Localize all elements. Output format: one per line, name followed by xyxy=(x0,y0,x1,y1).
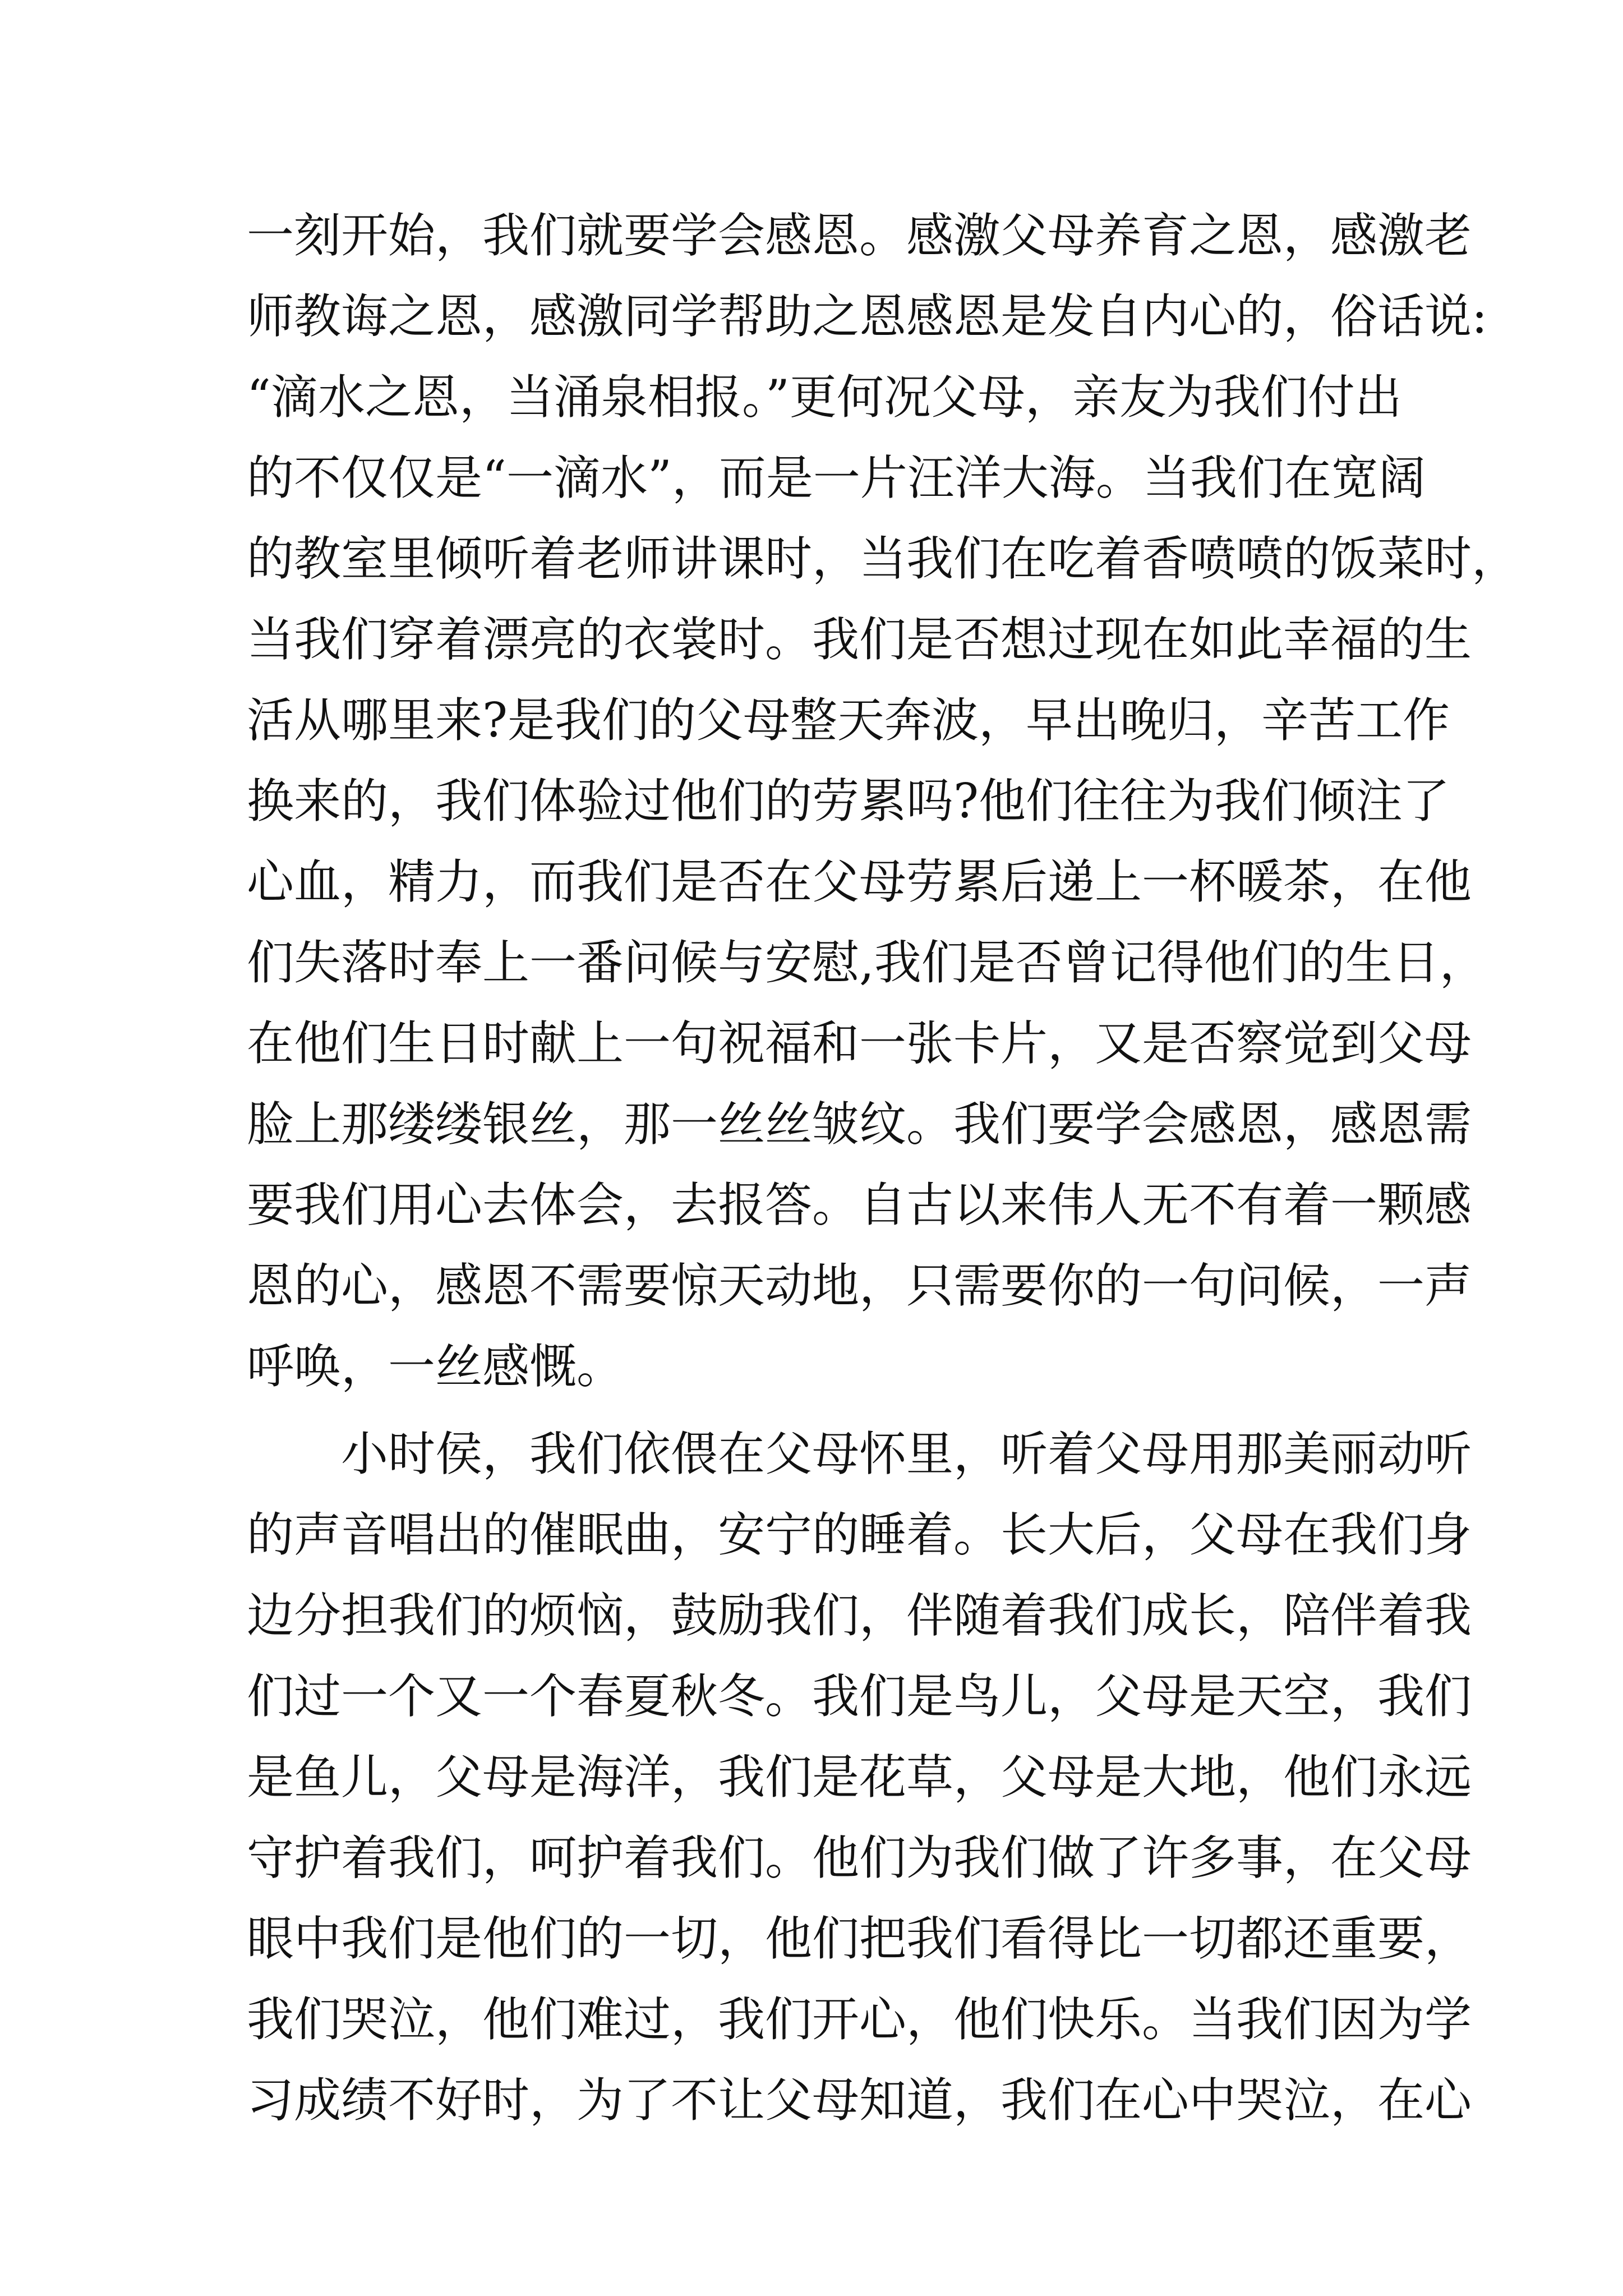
text-line: 脸上那缕缕银丝，那一丝丝皱纹。我们要学会感恩，感恩需 xyxy=(247,1097,1472,1152)
text-line: 的不仅仅是“一滴水”，而是一片汪洋大海。当我们在宽阔 xyxy=(247,450,1426,505)
text-line: 呼唤，一丝感慨。 xyxy=(247,1339,624,1394)
document-body xyxy=(247,195,1519,2141)
text-line: 心血，精力，而我们是否在父母劳累后递上一杯暖茶，在他 xyxy=(247,854,1472,909)
text-line: 的教室里倾听着老师讲课时，当我们在吃着香喷喷的饭菜时， xyxy=(247,531,1519,586)
text-line: 要我们用心去体会，去报答。自古以来伟人无不有着一颗感 xyxy=(247,1177,1472,1232)
text-line: 守护着我们，呵护着我们。他们为我们做了许多事，在父母 xyxy=(247,1830,1472,1885)
text-line: 我们哭泣，他们难过，我们开心，他们快乐。当我们因为学 xyxy=(247,1992,1472,2047)
text-line: 的声音唱出的催眠曲，安宁的睡着。长大后，父母在我们身 xyxy=(247,1507,1472,1562)
text-line: 换来的，我们体验过他们的劳累吗?他们往往为我们倾注了 xyxy=(247,774,1450,829)
paragraph-2 xyxy=(247,1414,1472,2141)
text-line: 一刻开始，我们就要学会感恩。感激父母养育之恩，感激老 xyxy=(247,208,1472,263)
text-line: 当我们穿着漂亮的衣裳时。我们是否想过现在如此幸福的生 xyxy=(247,612,1472,667)
text-line: 恩的心，感恩不需要惊天动地，只需要你的一句问候，一声 xyxy=(247,1258,1472,1313)
text-line: 活从哪里来?是我们的父母整天奔波，早出晚归，辛苦工作 xyxy=(247,693,1450,748)
text-line: 边分担我们的烦恼，鼓励我们，伴随着我们成长，陪伴着我 xyxy=(247,1588,1472,1643)
text-line: 在他们生日时献上一句祝福和一张卡片，又是否察觉到父母 xyxy=(247,1016,1472,1071)
text-line: 们过一个又一个春夏秋冬。我们是鸟儿，父母是天空，我们 xyxy=(247,1669,1472,1724)
text-line: “滴水之恩，当涌泉相报。”更何况父母，亲友为我们付出 xyxy=(247,370,1402,425)
text-line: 习成绩不好时，为了不让父母知道，我们在心中哭泣，在心 xyxy=(247,2073,1472,2128)
text-line: 眼中我们是他们的一切，他们把我们看得比一切都还重要， xyxy=(247,1911,1472,1966)
text-line: 师教诲之恩，感激同学帮助之恩感恩是发自内心的，俗话说: xyxy=(247,289,1488,344)
text-line: 小时侯，我们依偎在父母怀里，听着父母用那美丽动听 xyxy=(341,1427,1472,1481)
text-line: 是鱼儿，父母是海洋，我们是花草，父母是大地，他们永远 xyxy=(247,1750,1472,1805)
text-line: 们失落时奉上一番问候与安慰,我们是否曾记得他们的生日， xyxy=(247,935,1487,990)
paragraph-1 xyxy=(247,195,1519,1407)
paragraph-gap xyxy=(247,1407,1391,1414)
